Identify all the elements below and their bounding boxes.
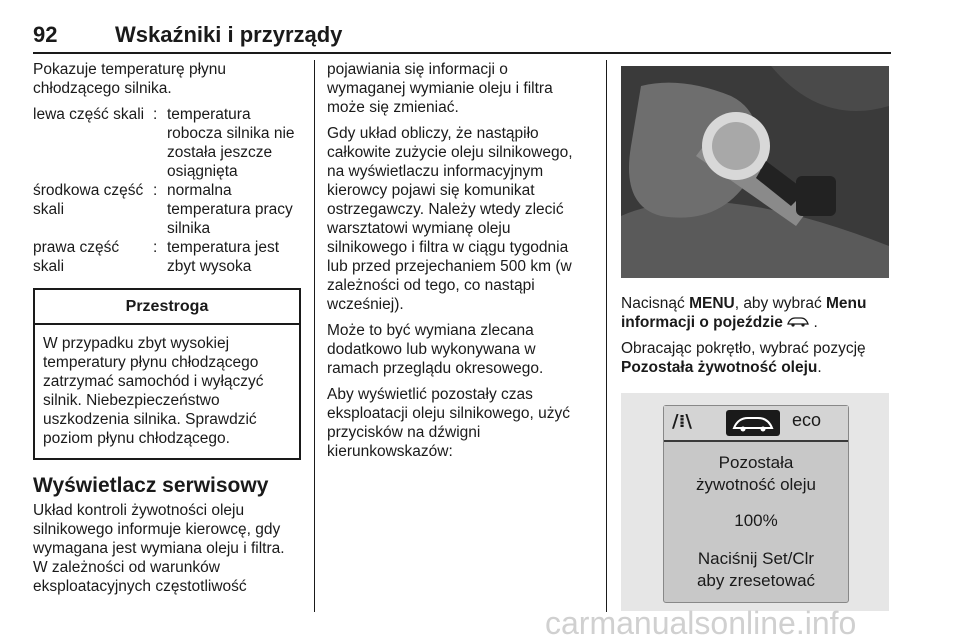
instruction-text: .	[817, 359, 822, 376]
instruction-text: Nacisnąć	[621, 295, 690, 312]
section-title: Wyświetlacz serwisowy	[33, 474, 269, 497]
definition-term: lewa część skali	[33, 106, 145, 123]
menu-instruction	[621, 294, 889, 332]
display-line-remaining: Pozostała	[718, 453, 794, 472]
lever-illustration	[621, 66, 889, 278]
warning-title: Przestroga	[35, 290, 299, 325]
paragraph: Aby wyświetlić pozostały czas eksploatacji oleju silnikowego, użyć przycisków na dźwigni kierunkowskazów:	[327, 386, 570, 460]
vehicle-info-icon	[726, 410, 780, 436]
definition-colon: :	[153, 106, 158, 123]
menu-button-label: MENU	[689, 295, 735, 312]
definition-desc: normalna temperatura pracy silnika	[167, 182, 293, 237]
column-right	[621, 60, 889, 611]
instruction-text: .	[813, 314, 818, 331]
instruction-text: Obracając pokrętło, wybrać pozycję	[621, 340, 866, 357]
definition-colon: :	[153, 182, 158, 199]
definition-desc: temperatura robocza silnika nie została jeszcze osiągnięta	[167, 106, 295, 180]
display-line-oil-life: żywotność oleju	[695, 475, 816, 494]
warning-body: W przypadku zbyt wysokiej temperatury płynu chłodzącego zatrzymać samochód i wyłączyć silnik. Niebezpieczeństwo uszkodzenia silnika. Sprawdzić poziom płynu chłodzącego.	[43, 335, 264, 447]
eco-label: eco	[792, 410, 822, 430]
display-line-press-set: Naciśnij Set/Clr	[697, 549, 815, 568]
display-line-reset: aby zresetować	[696, 571, 816, 590]
intro-text: Pokazuje temperaturę płynu chłodzącego silnika.	[33, 61, 227, 97]
watermark: carmanualsonline.info	[545, 605, 857, 641]
column-divider	[606, 60, 607, 612]
page-number: 92	[33, 22, 58, 47]
turn-signal-lever-photo	[621, 66, 889, 278]
vehicle-info-menu-label: Menu informacji o pojeździe	[621, 295, 867, 331]
column-left	[33, 60, 301, 603]
definition-row	[33, 238, 301, 276]
instruction-text: , aby wybrać	[734, 295, 827, 312]
display-top-bar	[664, 406, 848, 442]
paragraph: pojawiania się informacji o wymaganej wymianie oleju i filtra może się zmieniać.	[327, 61, 553, 116]
definition-term: prawa część skali	[33, 239, 120, 275]
page-header	[33, 22, 891, 54]
paragraph: Może to być wymiana zlecana dodatkowo lub wykonywana w ramach przeglądu okresowego.	[327, 322, 544, 377]
section-text: Układ kontroli żywotności oleju silnikowego informuje kierowcę, gdy wymagana jest wymiana oleju i filtra. W zależności od warunków eksploatacyjnych częstotliwość	[33, 502, 285, 595]
column-divider	[314, 60, 315, 612]
display-screen	[663, 405, 849, 603]
lane-lines-icon: /⁞\	[672, 411, 692, 432]
definition-term: środkowa część skali	[33, 182, 144, 218]
paragraph: Gdy układ obliczy, że nastąpiło całkowite zużycie oleju silnikowego, na wyświetlaczu informacyjnym kierowcy pojawi się komunikat ostrzegawczy. Należy wtedy zlecić warsztatowi wymianę oleju silnikowego i filtra w ciągu tygodnia lub przed przejechaniem 500 km (w zależności od tego, co nastąpi wcześniej).	[327, 125, 573, 313]
definition-desc: temperatura jest zbyt wysoka	[167, 239, 279, 275]
car-icon	[787, 314, 813, 331]
definition-colon: :	[153, 239, 158, 256]
select-instruction	[621, 339, 889, 377]
column-middle	[327, 60, 589, 468]
definition-row	[33, 181, 301, 238]
chapter-title: Wskaźniki i przyrządy	[115, 22, 343, 47]
definition-row	[33, 105, 301, 181]
remaining-oil-life-label: Pozostała żywotność oleju	[621, 359, 818, 376]
display-oil-percent: 100%	[734, 511, 778, 530]
oil-life-display-figure	[621, 393, 889, 611]
warning-box	[33, 288, 301, 460]
